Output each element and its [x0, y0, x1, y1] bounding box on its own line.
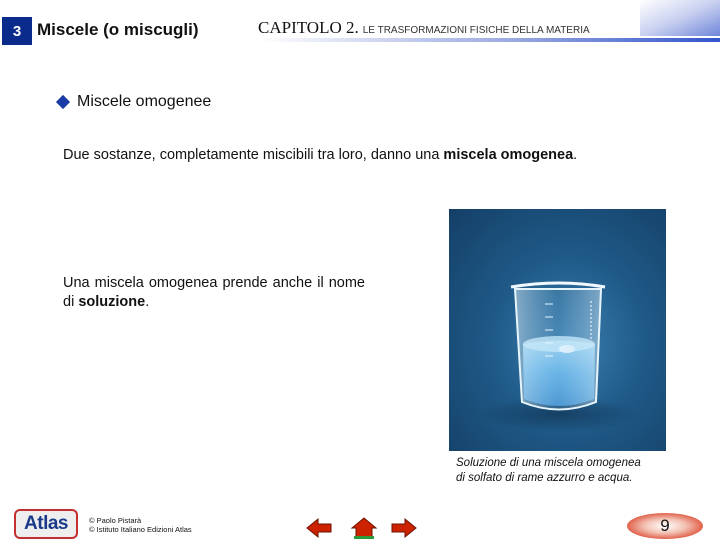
figure-caption: [456, 456, 641, 486]
para2-end: .: [145, 294, 150, 310]
arrow-right-icon: [390, 516, 418, 540]
logo-text: Atlas: [24, 513, 68, 534]
page-number: 9: [660, 516, 670, 535]
header-gradient-box: [640, 0, 720, 36]
section-title: Miscele (o miscugli): [37, 20, 199, 39]
beaker-photo: [449, 209, 666, 451]
copyright: [89, 516, 192, 534]
page-number-badge: [626, 512, 704, 540]
previous-button[interactable]: [305, 516, 333, 540]
atlas-logo: [14, 509, 78, 539]
home-button[interactable]: [350, 516, 378, 540]
para2-bold: soluzione: [78, 294, 146, 310]
arrow-left-icon: [305, 516, 333, 540]
bullet-title: Miscele omogenee: [77, 93, 212, 110]
copyright-line-2: © Istituto Italiano Edizioni Atlas: [89, 525, 192, 534]
header-divider: [258, 38, 720, 42]
section-number: 3: [2, 17, 32, 45]
para1-text: Due sostanze, completamente miscibili tra loro, danno una: [63, 147, 444, 163]
diamond-bullet-icon: [56, 95, 70, 109]
caption-line-1: Soluzione di una miscela omogenea: [456, 457, 641, 469]
paragraph-solution: [63, 274, 365, 312]
home-icon: [350, 516, 378, 540]
chapter-heading: [258, 18, 590, 38]
chapter-subtitle: LE TRASFORMAZIONI FISICHE DELLA MATERIA: [362, 25, 590, 36]
para2-text: Una miscela omogenea prende anche il nome di: [63, 275, 365, 310]
para1-end: .: [573, 147, 578, 163]
paragraph-definition: [63, 147, 577, 163]
bullet-heading: [58, 93, 211, 111]
caption-line-2: di solfato di rame azzurro e acqua.: [456, 472, 633, 484]
chapter-label: CAPITOLO 2.: [258, 18, 359, 37]
para1-bold: miscela omogenea: [443, 147, 574, 163]
copyright-line-1: © Paolo Pistarà: [89, 516, 142, 525]
next-button[interactable]: [390, 516, 418, 540]
